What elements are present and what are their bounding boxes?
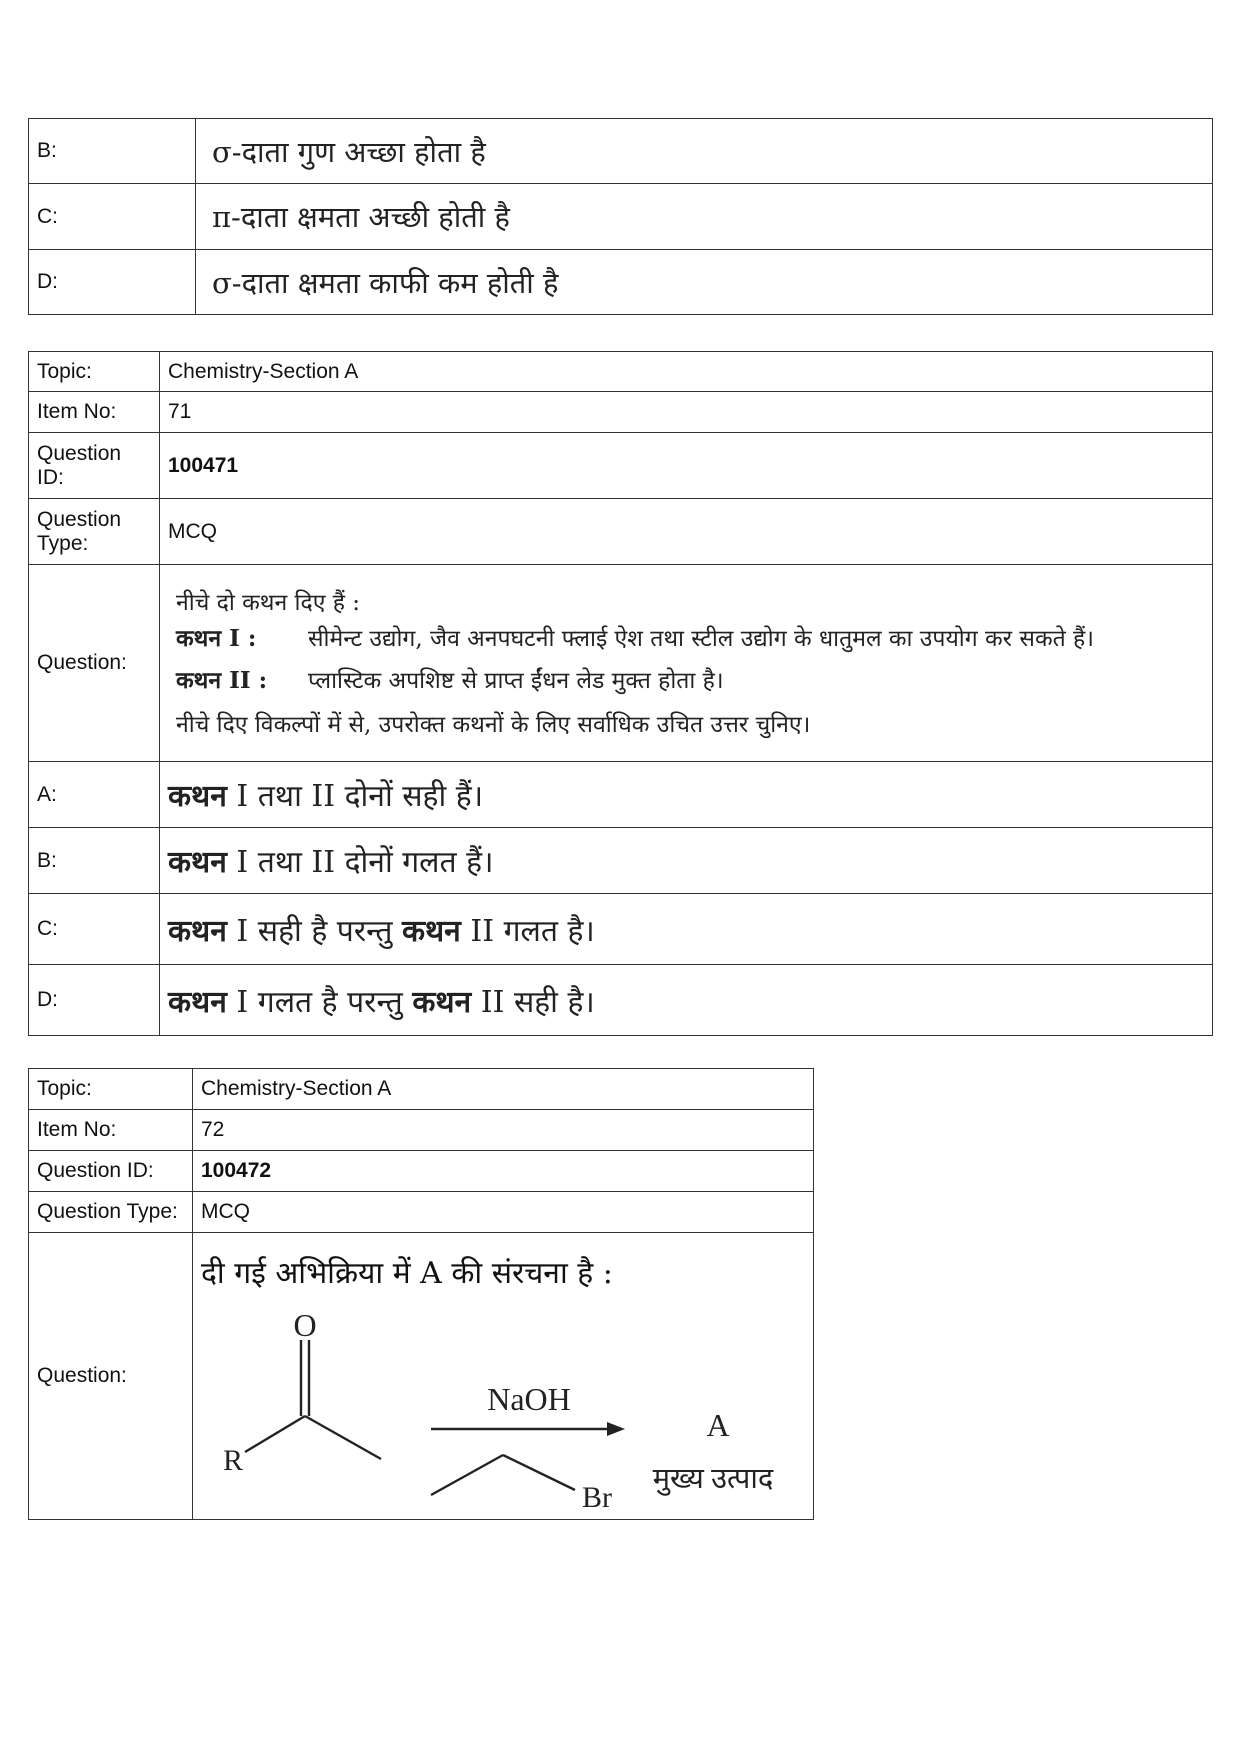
question-body — [160, 565, 1213, 762]
topic-label: Topic: — [29, 352, 160, 392]
carbonyl-oxygen-label: O — [293, 1307, 317, 1343]
question-id-label: Question ID: — [29, 433, 160, 499]
ketone-structure — [245, 1340, 381, 1459]
option-label: C: — [29, 894, 160, 965]
option-row — [29, 250, 1213, 315]
statement-word: कथन — [401, 913, 461, 949]
reaction-scheme — [193, 1292, 813, 1512]
question-id-value: 100471 — [160, 433, 1213, 499]
previous-question-options-table — [28, 118, 1213, 315]
item-row — [29, 1110, 814, 1151]
option-row-d — [29, 965, 1213, 1036]
item-value: 72 — [193, 1110, 814, 1151]
question-intro: नीचे दो कथन दिए हैं : — [176, 590, 361, 616]
question-type-value: MCQ — [193, 1192, 814, 1233]
topic-row — [29, 352, 1213, 392]
question-text: दी गई अभिक्रिया में A की संरचना है : — [201, 1256, 613, 1291]
option-text-part: I गलत है परन्तु — [226, 984, 413, 1020]
statement-word: कथन — [412, 984, 472, 1020]
question-id-value: 100472 — [193, 1151, 814, 1192]
question-71-table — [28, 351, 1213, 1036]
topic-label: Topic: — [29, 1069, 193, 1110]
statement-word: कथन — [168, 913, 227, 949]
question-row — [29, 1233, 814, 1520]
statement-1 — [176, 623, 1204, 655]
question-outro: नीचे दिए विकल्पों में से, उपरोक्त कथनों के लिए सर्वाधिक उचित उत्तर चुनिए। — [176, 712, 811, 738]
option-c-text — [160, 894, 1213, 965]
product-caption: मुख्य उत्पाद — [652, 1463, 774, 1495]
statement-1-tag: कथन I : — [176, 625, 257, 652]
option-label: B: — [29, 828, 160, 894]
question-id-label: Question ID: — [29, 1151, 193, 1192]
reaction-arrow — [431, 1422, 625, 1436]
statement-1-text: सीमेन्ट उद्योग, जैव अनपघटनी फ्लाई ऐश तथा स्टील उद्योग के धातुमल का उपयोग कर सकते हैं। — [308, 626, 1094, 652]
option-a-text — [160, 762, 1213, 828]
option-text-part: I तथा II दोनों सही हैं। — [226, 779, 484, 814]
question-label: Question: — [29, 1233, 193, 1520]
option-text: σ-दाता गुण अच्छा होता है — [196, 119, 1213, 184]
item-label: Item No: — [29, 1110, 193, 1151]
halide-bond-2 — [503, 1455, 575, 1490]
question-type-label: Question Type: — [29, 1192, 193, 1233]
r-group-label: R — [222, 1444, 244, 1477]
topic-row — [29, 1069, 814, 1110]
option-row — [29, 119, 1213, 184]
reagent-label: NaOH — [487, 1381, 571, 1417]
option-row-c — [29, 894, 1213, 965]
statement-word: कथन — [168, 779, 227, 814]
option-label: D: — [29, 965, 160, 1036]
option-text-part: II सही है। — [471, 984, 595, 1020]
methyl-bond — [305, 1416, 381, 1459]
option-text: π-दाता क्षमता अच्छी होती है — [196, 184, 1213, 250]
question-72-table — [28, 1068, 814, 1520]
statement-2-text: प्लास्टिक अपशिष्ट से प्राप्त ईंधन लेड मुक्त होता है। — [308, 668, 724, 694]
question-type-row — [29, 499, 1213, 565]
option-b-text — [160, 828, 1213, 894]
halide-bond-1 — [431, 1455, 503, 1495]
question-id-row — [29, 1151, 814, 1192]
statement-2 — [176, 665, 1204, 697]
statement-2-tag: कथन II : — [176, 667, 268, 694]
item-value: 71 — [160, 392, 1213, 433]
option-label: C: — [29, 184, 196, 250]
question-body — [193, 1233, 814, 1520]
option-label: B: — [29, 119, 196, 184]
option-label: A: — [29, 762, 160, 828]
statement-word: कथन — [168, 984, 227, 1020]
bromine-label: Br — [582, 1481, 612, 1512]
option-row-a — [29, 762, 1213, 828]
option-text-part: II गलत है। — [460, 913, 595, 949]
question-label: Question: — [29, 565, 160, 762]
option-text-part: I सही है परन्तु — [226, 913, 402, 949]
r-bond — [245, 1416, 305, 1452]
option-d-text — [160, 965, 1213, 1036]
statement-word: कथन — [168, 845, 227, 880]
question-type-value: MCQ — [160, 499, 1213, 565]
topic-value: Chemistry-Section A — [160, 352, 1213, 392]
question-id-row — [29, 433, 1213, 499]
option-text-part: I तथा II दोनों गलत हैं। — [226, 845, 494, 880]
item-label: Item No: — [29, 392, 160, 433]
option-text: σ-दाता क्षमता काफी कम होती है — [196, 250, 1213, 315]
option-row-b — [29, 828, 1213, 894]
item-row — [29, 392, 1213, 433]
product-label: A — [706, 1407, 730, 1443]
alkyl-halide-structure — [431, 1455, 575, 1495]
option-row — [29, 184, 1213, 250]
question-type-label: Question Type: — [29, 499, 160, 565]
option-label: D: — [29, 250, 196, 315]
question-type-row — [29, 1192, 814, 1233]
question-row — [29, 565, 1213, 762]
topic-value: Chemistry-Section A — [193, 1069, 814, 1110]
